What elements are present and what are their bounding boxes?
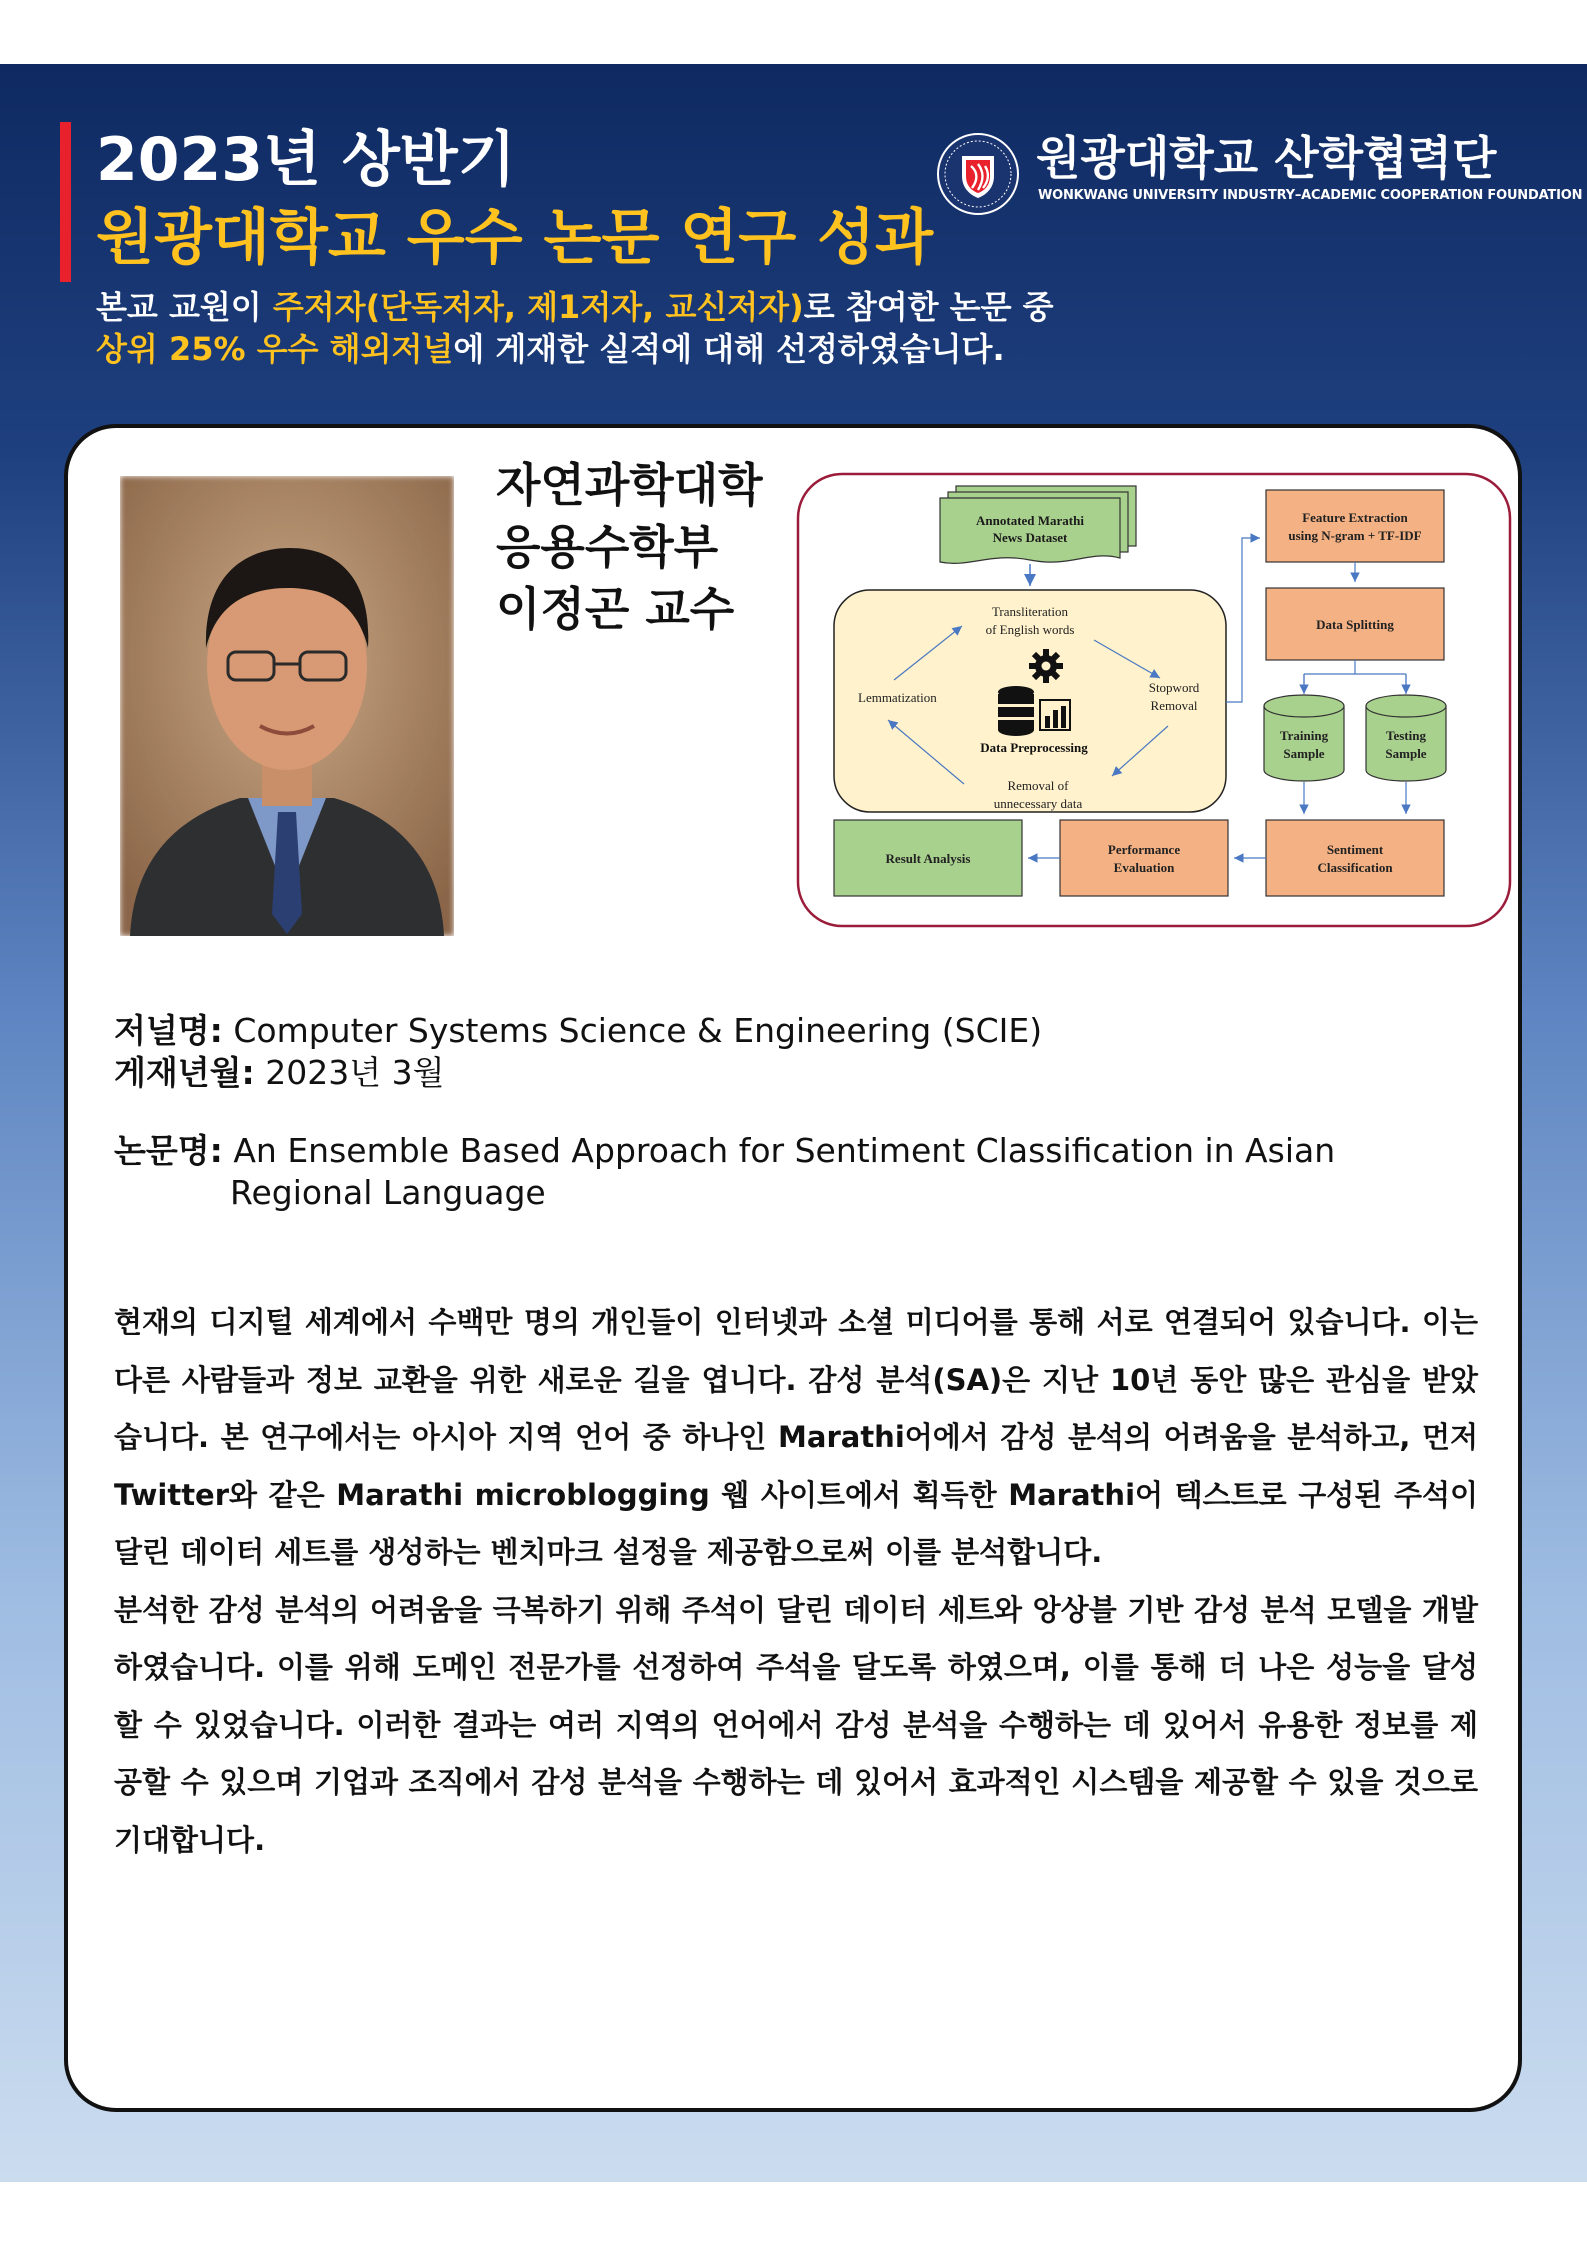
preprocessing-label: Data Preprocessing [980,740,1088,755]
date-line [114,1052,444,1094]
training-sample-node [1264,695,1344,781]
accent-bar [60,122,71,282]
intro-text-part: 에 게재한 실적에 대해 선정하였습니다. [453,330,1005,368]
stopword-label: Stopword [1148,680,1200,695]
testing-sample-label: Sample [1385,746,1427,761]
journal-line [114,1010,1042,1052]
college-name: 자연과학대학 [496,458,763,512]
intro-highlight: 주저자(단독저자, 제1저자, 교신저자) [272,288,804,326]
transliteration-label: of English words [985,622,1075,637]
content-card [64,424,1522,2112]
sentiment-classification-label: Sentiment [1326,842,1384,857]
dataset-label: News Dataset [992,530,1068,545]
stopword-label: Removal [1150,698,1198,713]
abstract-paragraph: 현재의 디지털 세계에서 수백만 명의 개인들이 인터넷과 소셜 미디어를 통해 서로 연결되어 있습니다. 이는 다른 사람들과 정보 교환을 위한 새로운 길을 엽니다. 감성 분석(SA)은 지난 10년 동안 많은 관심을 받았습니다. 본 연구에서는 아시아 지역 언어 중 하나인 Marathi어에서 감성 분석의 어려움을 분석하고, 먼저 Twitter와 같은 Marathi microblogging 웹 사이트에서 획득한 Marathi어 텍스트로 구성된 주석이 달린 데이터 세트를 생성하는 벤치마크 설정을 제공함으로써 이를 분석합니다. [114,1305,1478,1569]
intro-text-part: 본교 교원이 [96,288,273,326]
data-splitting-node [1266,588,1444,660]
feature-extraction-label: using N-gram + TF-IDF [1288,528,1422,543]
date-label: 게재년월: [114,1053,255,1092]
paper-title-line [114,1130,1335,1172]
result-analysis-node [834,820,1022,896]
intro-text-part: 로 참여한 논문 중 [803,288,1054,326]
professor-name: 이정곤 교수 [496,582,735,636]
paper-label: 논문명: [114,1131,223,1170]
gear-icon [1029,649,1063,683]
lemmatization-label: Lemmatization [858,690,937,705]
testing-sample-node [1366,695,1446,781]
journal-label: 저널명: [114,1011,223,1050]
removal-label: Removal of [1007,778,1069,793]
database-icon [998,686,1034,736]
journal-value: Computer Systems Science & Engineering (SCIE) [233,1011,1043,1050]
dataset-label: Annotated Marathi [976,513,1084,528]
intro-line-1 [96,286,1054,328]
sentiment-classification-node [1266,820,1444,896]
methodology-diagram [794,470,1514,930]
intro-text [96,286,1054,370]
poster-background [0,64,1587,2182]
professor-photo [120,476,454,936]
intro-line-2 [96,328,1054,370]
performance-evaluation-node [1060,820,1228,896]
paper-title-block [114,1130,1335,1214]
feature-extraction-label: Feature Extraction [1302,510,1408,525]
paper-title-line: Regional Language [230,1173,546,1212]
feature-extraction-node [1266,490,1444,562]
title-main: 원광대학교 우수 논문 연구 성과 [96,203,934,273]
training-sample-label: Sample [1283,746,1325,761]
abstract-text [114,1294,1478,1869]
performance-evaluation-label: Evaluation [1113,860,1175,875]
dataset-node [940,486,1136,563]
department-name: 응용수학부 [496,520,719,574]
date-value: 2023년 3월 [265,1053,445,1092]
data-splitting-label: Data Splitting [1316,617,1394,632]
university-logo [936,124,1583,224]
abstract-paragraph: 분석한 감성 분석의 어려움을 극복하기 위해 주석이 달린 데이터 세트와 앙상블 기반 감성 분석 모델을 개발하였습니다. 이를 위해 도메인 전문가를 선정하여 주석을 달도록 하였으며, 이를 통해 더 나은 성능을 달성할 수 있었습니다. 이러한 결과는 여러 지역의 언어에서 감성 분석을 수행하는 데 있어서 유용한 정보를 제공할 수 있으며 기업과 조직에서 감성 분석을 수행하는 데 있어서 효과적인 시스템을 제공할 수 있을 것으로 기대합니다. [114,1592,1478,1857]
removal-label: unnecessary data [993,796,1083,811]
transliteration-label: Transliteration [991,604,1069,619]
logo-name-en: WONKWANG UNIVERSITY INDUSTRY–ACADEMIC COOPERATION FOUNDATION [1038,188,1583,203]
university-emblem-icon [936,132,1020,216]
intro-highlight: 상위 25% 우수 해외저널 [96,330,454,368]
training-sample-label: Training [1279,728,1329,743]
paper-title: An Ensemble Based Approach for Sentiment Classification in Asian [233,1131,1336,1170]
logo-name-kr: 원광대학교 산학협력단 [1036,131,1497,185]
result-analysis-label: Result Analysis [885,851,971,866]
performance-evaluation-label: Performance [1107,842,1181,857]
title-year: 2023년 상반기 [96,125,516,195]
professor-affiliation [496,454,763,640]
testing-sample-label: Testing [1386,728,1426,743]
sentiment-classification-label: Classification [1317,860,1393,875]
